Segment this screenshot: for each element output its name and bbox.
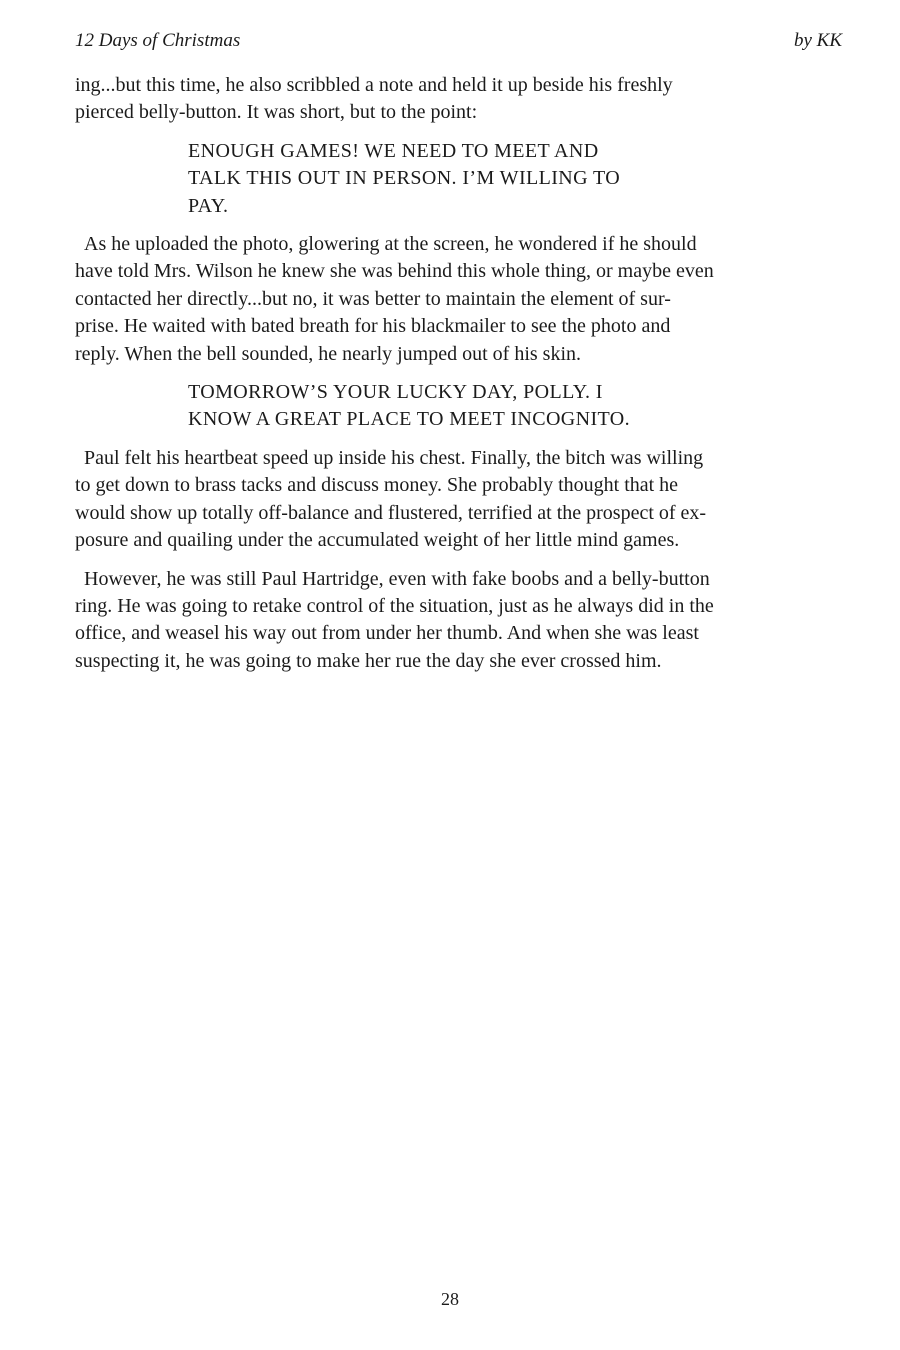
text-line: KNOW A GREAT PLACE TO MEET INCOGNITO. [188, 408, 631, 431]
text-line: PAY. [188, 194, 229, 217]
text-line: contacted her directly...but no, it was better to maintain the element of sur- [75, 287, 671, 310]
story-text [75, 72, 842, 686]
text-line: As he uploaded the photo, glowering at the screen, he wondered if he should [84, 233, 697, 256]
author-byline: by KK [793, 30, 842, 51]
body-paragraph [75, 566, 842, 676]
note-quote [188, 379, 842, 434]
text-line: office, and weasel his way out from under her thumb. And when she was least [75, 622, 699, 645]
body-paragraph [75, 72, 842, 127]
text-line: TALK THIS OUT IN PERSON. I’M WILLING TO [188, 167, 621, 190]
text-line: ing...but this time, he also scribbled a note and held it up beside his freshly [75, 74, 673, 96]
text-line: suspecting it, he was going to make her rue the day she ever crossed him. [75, 649, 662, 672]
text-line: TOMORROW’S YOUR LUCKY DAY, POLLY. I [188, 381, 603, 404]
body-paragraph [75, 445, 842, 555]
text-line: reply. When the bell sounded, he nearly jumped out of his skin. [75, 342, 582, 365]
text-line: ring. He was going to retake control of the situation, just as he always did in the [75, 594, 714, 617]
page-number: 28 [441, 1289, 459, 1309]
page-footer [0, 1289, 900, 1310]
note-quote [188, 138, 842, 220]
text-line: prise. He waited with bated breath for his blackmailer to see the photo and [75, 315, 671, 338]
text-line: However, he was still Paul Hartridge, even with fake boobs and a belly-button [84, 567, 710, 590]
text-line: ENOUGH GAMES! WE NEED TO MEET AND [188, 139, 599, 162]
body-paragraph [75, 231, 842, 368]
text-line: would show up totally off-balance and flustered, terrified at the prospect of ex- [75, 501, 707, 524]
text-line: pierced belly-button. It was short, but to the point: [75, 101, 478, 124]
page-header [75, 30, 842, 52]
running-title: 12 Days of Christmas [75, 30, 241, 51]
text-line: have told Mrs. Wilson he knew she was behind this whole thing, or maybe even [75, 260, 714, 283]
text-line: Paul felt his heartbeat speed up inside his chest. Finally, the bitch was willing [84, 446, 704, 469]
text-line: posure and quailing under the accumulated weight of her little mind games. [75, 529, 680, 552]
text-line: to get down to brass tacks and discuss money. She probably thought that he [75, 474, 679, 497]
